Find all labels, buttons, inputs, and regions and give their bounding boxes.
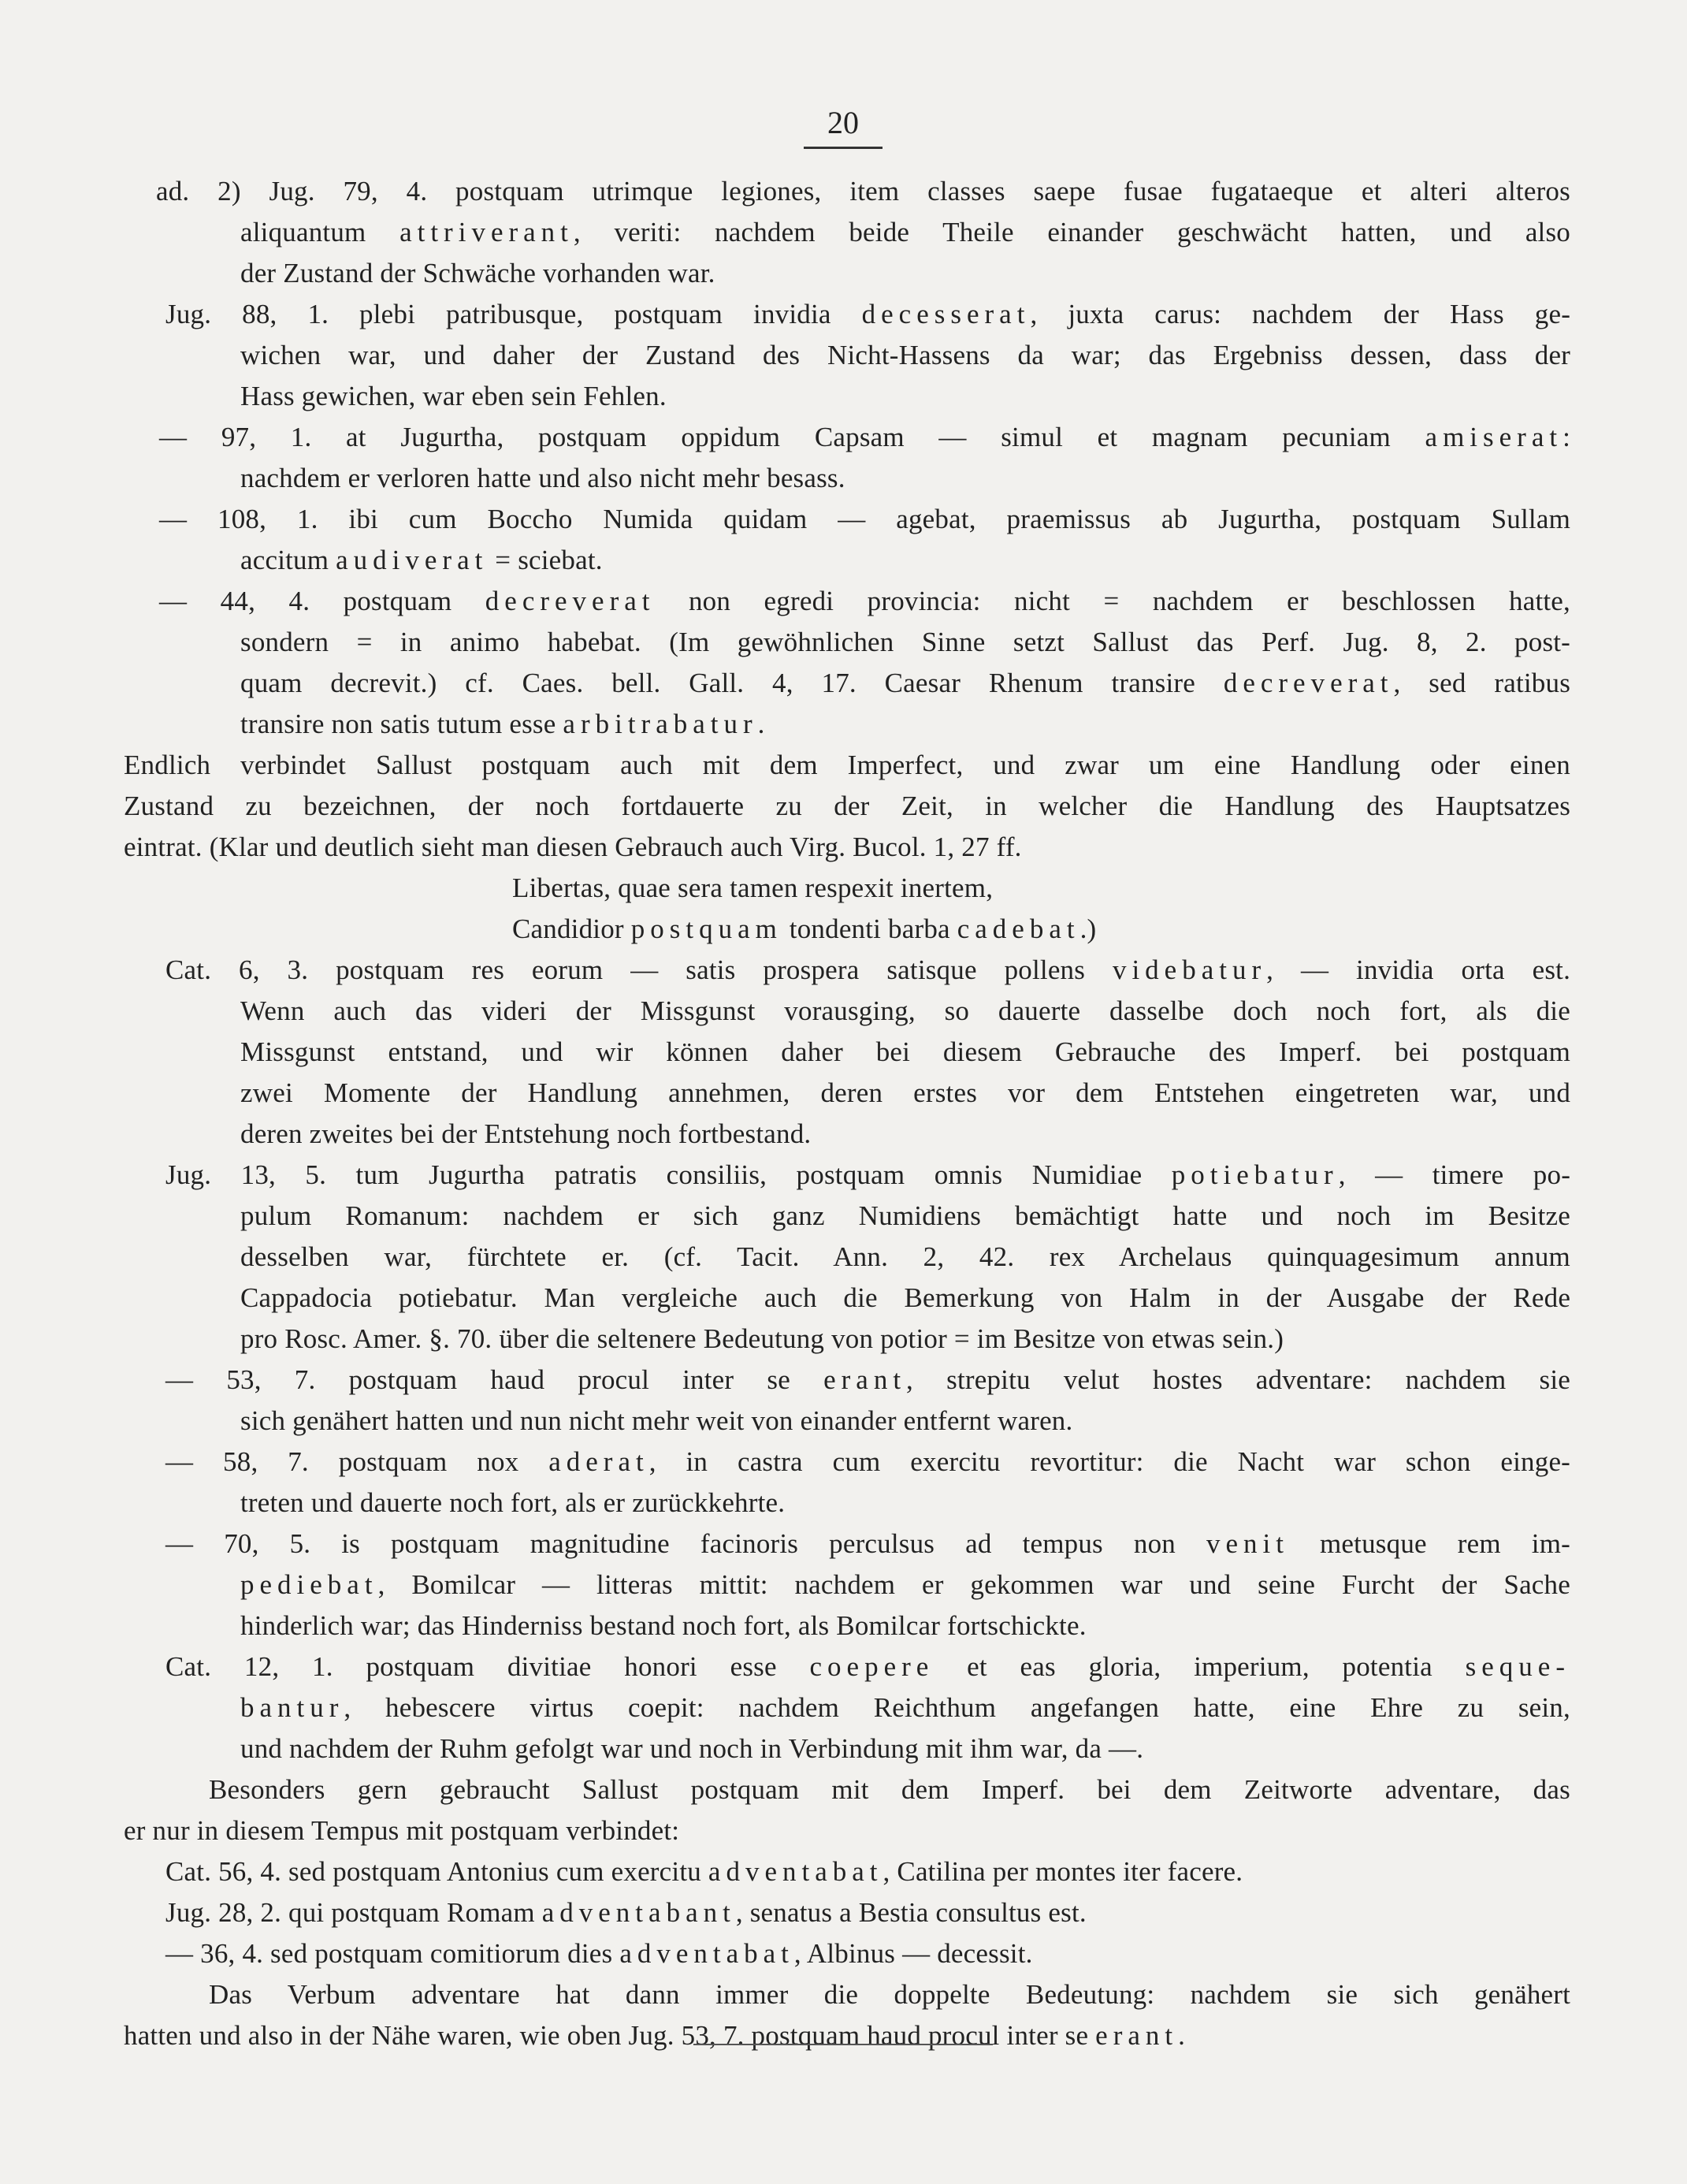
text-segment: treten und dauerte noch fort, als er zurückkehrte.	[240, 1487, 786, 1518]
text-segment: , veriti: nachdem beide Theile einander geschwächt hatten, und also	[573, 217, 1571, 247]
text-line	[165, 1646, 1570, 1687]
text-segment: ad. 2) Jug. 79, 4. postquam utrimque legiones, item classes saepe fusae fugataeque et alteri alteros	[156, 176, 1570, 206]
text-segment: Libertas, quae sera tamen respexit inertem,	[512, 872, 994, 903]
text-line	[240, 663, 1570, 704]
text-segment: Besonders gern gebraucht Sallust postquam mit dem Imperf. bei dem Zeitworte adventare, das	[209, 1774, 1570, 1805]
text-segment: Jug. 28, 2. qui postquam Romam	[165, 1897, 542, 1928]
text-line	[159, 499, 1570, 540]
text-segment: , senatus a Bestia consultus est.	[735, 1897, 1087, 1928]
spaced-emphasis: pediebat	[240, 1569, 378, 1600]
text-line	[159, 581, 1570, 622]
text-segment: deren zweites bei der Entstehung noch fortbestand.	[240, 1118, 812, 1149]
text-segment: er nur in diesem Tempus mit postquam verbindet:	[124, 1815, 680, 1846]
text-line	[124, 786, 1570, 827]
text-segment: , — timere po-	[1338, 1159, 1571, 1190]
text-segment: und nachdem der Ruhm gefolgt war und noch in Verbindung mit ihm war, da —.	[240, 1733, 1144, 1764]
text-segment: Cappadocia potiebatur. Man vergleiche auch die Bemerkung von Halm in der Ausgabe der Rede	[240, 1282, 1571, 1313]
text-line	[240, 1278, 1570, 1319]
text-segment: .)	[1079, 913, 1097, 944]
text-segment: eintrat. (Klar und deutlich sieht man diesen Gebrauch auch Virg. Bucol. 1, 27 ff.	[124, 832, 1022, 862]
spaced-emphasis: arbitrabatur	[563, 709, 758, 739]
text-line	[240, 991, 1570, 1032]
text-line	[165, 1524, 1570, 1565]
text-segment: Endlich verbindet Sallust postquam auch mit dem Imperfect, und zwar um eine Handlung oder einen	[124, 750, 1570, 780]
text-segment: , strepitu velut hostes adventare: nachdem sie	[906, 1364, 1570, 1395]
text-segment: desselben war, fürchtete er. (cf. Tacit. Ann. 2, 42. rex Archelaus quinquagesimum annum	[240, 1241, 1570, 1272]
text-segment: = sciebat.	[488, 545, 603, 575]
text-line	[240, 1073, 1570, 1114]
spaced-emphasis: postquam	[630, 913, 782, 944]
text-segment: pro Rosc. Amer. §. 70. über die seltenere Bedeutung von potior = im Besitze von etwas sein.)	[240, 1323, 1284, 1354]
text-segment: .	[1178, 2020, 1186, 2051]
text-segment: , sed ratibus	[1393, 668, 1571, 698]
text-line	[240, 376, 667, 417]
text-segment: Hass gewichen, war eben sein Fehlen.	[240, 381, 667, 411]
text-line	[209, 1974, 1570, 2015]
text-line	[165, 1155, 1570, 1196]
text-line	[240, 1114, 811, 1155]
text-segment: — 58, 7. postquam nox	[165, 1446, 549, 1477]
text-segment: pulum Romanum: nachdem er sich ganz Numidiens bemächtigt hatte und noch im Besitze	[240, 1200, 1570, 1231]
text-segment: :	[1563, 422, 1571, 452]
text-line	[159, 417, 1570, 458]
spaced-emphasis: erant	[823, 1364, 907, 1395]
spaced-emphasis: audiverat	[336, 545, 489, 575]
text-segment: transire non satis tutum esse	[240, 709, 563, 739]
text-segment: — 44, 4. postquam	[159, 586, 485, 616]
text-line	[240, 1605, 1087, 1646]
text-segment: Das Verbum adventare hat dann immer die doppelte Bedeutung: nachdem sie sich genähert	[209, 1979, 1571, 2010]
text-segment: sich genähert hatten und nun nicht mehr weit von einander entfernt waren.	[240, 1405, 1073, 1436]
text-segment: — 97, 1. at Jugurtha, postquam oppidum Capsam — simul et magnam pecuniam	[159, 422, 1425, 452]
text-segment: tondenti barba	[782, 913, 957, 944]
text-segment: der Zustand der Schwäche vorhanden war.	[240, 258, 715, 288]
text-segment: aliquantum	[240, 217, 400, 247]
text-line	[240, 1687, 1570, 1728]
spaced-emphasis: seque-	[1465, 1651, 1571, 1682]
text-line	[165, 1933, 1033, 1974]
text-line	[124, 827, 1022, 868]
text-segment: , Albinus — decessit.	[793, 1938, 1033, 1969]
spaced-emphasis: bantur	[240, 1692, 344, 1723]
text-segment: Missgunst entstand, und wir können daher bei diesem Gebrauche des Imperf. bei postquam	[240, 1036, 1570, 1067]
text-line	[165, 294, 1570, 335]
text-segment: quam decrevit.) cf. Caes. bell. Gall. 4, 17. Caesar Rhenum transire	[240, 668, 1224, 698]
text-line	[512, 868, 993, 909]
text-segment: Candidior	[512, 913, 631, 944]
spaced-emphasis: aderat	[548, 1446, 649, 1477]
text-segment: nachdem er verloren hatte und also nicht mehr besass.	[240, 463, 845, 493]
text-line	[240, 335, 1570, 376]
text-segment: sondern = in animo habebat. (Im gewöhnlichen Sinne setzt Sallust das Perf. Jug. 8, 2. post-	[240, 627, 1571, 657]
text-segment: Cat. 12, 1. postquam divitiae honori esse	[165, 1651, 810, 1682]
text-line	[240, 1401, 1072, 1442]
text-line	[512, 909, 1096, 950]
page-number: 20	[804, 102, 883, 149]
text-segment: non egredi provincia: nicht = nachdem er beschlossen hatte,	[655, 586, 1570, 616]
text-line	[124, 2015, 1185, 2056]
text-line	[165, 1851, 1243, 1892]
closing-rule	[693, 2044, 993, 2045]
spaced-emphasis: adventabant	[541, 1897, 736, 1928]
text-segment: hatten und also in der Nähe waren, wie oben Jug. 53, 7. postquam haud procul inter se	[124, 2020, 1096, 2051]
text-segment: — 70, 5. is postquam magnitudine facinoris perculsus ad tempus non	[165, 1528, 1207, 1559]
text-line	[165, 1360, 1570, 1401]
text-segment: .	[757, 709, 765, 739]
text-segment: accitum	[240, 545, 336, 575]
text-line	[240, 1319, 1284, 1360]
text-line	[165, 1892, 1087, 1933]
text-segment: Jug. 88, 1. plebi patribusque, postquam invidia	[165, 299, 862, 329]
spaced-emphasis: decreverat	[1223, 668, 1394, 698]
spaced-emphasis: videbatur	[1112, 954, 1267, 985]
text-segment: , — invidia orta est.	[1266, 954, 1571, 985]
text-line	[240, 1237, 1570, 1278]
text-line	[240, 1032, 1570, 1073]
spaced-emphasis: amiserat	[1425, 422, 1563, 452]
text-line	[124, 1810, 679, 1851]
text-line	[240, 622, 1570, 663]
text-segment: — 36, 4. sed postquam comitiorum dies	[165, 1938, 620, 1969]
spaced-emphasis: attriverant	[399, 217, 574, 247]
text-line	[124, 745, 1570, 786]
text-line	[240, 1728, 1143, 1769]
text-segment: , in castra cum exercitu revortitur: die Nacht war schon einge-	[648, 1446, 1571, 1477]
text-segment: , hebescere virtus coepit: nachdem Reichthum angefangen hatte, eine Ehre zu sein,	[344, 1692, 1570, 1723]
text-segment: , Catilina per montes iter facere.	[883, 1856, 1243, 1887]
spaced-emphasis: potiebatur	[1171, 1159, 1339, 1190]
text-line	[240, 704, 765, 745]
spaced-emphasis: cadebat	[957, 913, 1080, 944]
text-segment: — 53, 7. postquam haud procul inter se	[165, 1364, 824, 1395]
text-segment: metusque rem im-	[1289, 1528, 1570, 1559]
text-line	[240, 458, 845, 499]
spaced-emphasis: adventabat	[708, 1856, 883, 1887]
text-segment: hinderlich war; das Hinderniss bestand noch fort, als Bomilcar fortschickte.	[240, 1610, 1087, 1641]
text-line	[240, 1565, 1570, 1605]
text-line	[240, 540, 603, 581]
spaced-emphasis: venit	[1206, 1528, 1289, 1559]
text-line	[165, 950, 1570, 991]
text-segment: Cat. 56, 4. sed postquam Antonius cum exercitu	[165, 1856, 708, 1887]
text-segment: Wenn auch das videri der Missgunst vorausging, so dauerte dasselbe doch noch fort, als die	[240, 995, 1570, 1026]
text-line	[240, 1483, 785, 1524]
text-segment: , juxta carus: nachdem der Hass ge-	[1030, 299, 1571, 329]
text-segment: Jug. 13, 5. tum Jugurtha patratis consiliis, postquam omnis Numidiae	[165, 1159, 1172, 1190]
text-segment: wichen war, und daher der Zustand des Nicht-Hassens da war; das Ergebniss dessen, dass der	[240, 340, 1571, 370]
text-line	[165, 1442, 1570, 1483]
text-line	[240, 1196, 1570, 1237]
spaced-emphasis: decreverat	[485, 586, 656, 616]
spaced-emphasis: adventabat	[619, 1938, 794, 1969]
text-segment: , Bomilcar — litteras mittit: nachdem er gekommen war und seine Furcht der Sache	[377, 1569, 1570, 1600]
text-line	[209, 1769, 1570, 1810]
text-segment: zwei Momente der Handlung annehmen, deren erstes vor dem Entstehen eingetreten war, und	[240, 1077, 1571, 1108]
spaced-emphasis: coepere	[809, 1651, 935, 1682]
spaced-emphasis: decesserat	[861, 299, 1031, 329]
text-line	[240, 253, 715, 294]
text-segment: Cat. 6, 3. postquam res eorum — satis prospera satisque pollens	[165, 954, 1113, 985]
text-line	[156, 171, 1570, 212]
text-segment: — 108, 1. ibi cum Boccho Numida quidam — agebat, praemissus ab Jugurtha, postquam Sullam	[159, 504, 1570, 534]
spaced-emphasis: erant	[1095, 2020, 1179, 2051]
text-segment: Zustand zu bezeichnen, der noch fortdauerte zu der Zeit, in welcher die Handlung des Hauptsatzes	[124, 791, 1571, 821]
text-segment: et eas gloria, imperium, potentia	[934, 1651, 1466, 1682]
text-line	[240, 212, 1570, 253]
